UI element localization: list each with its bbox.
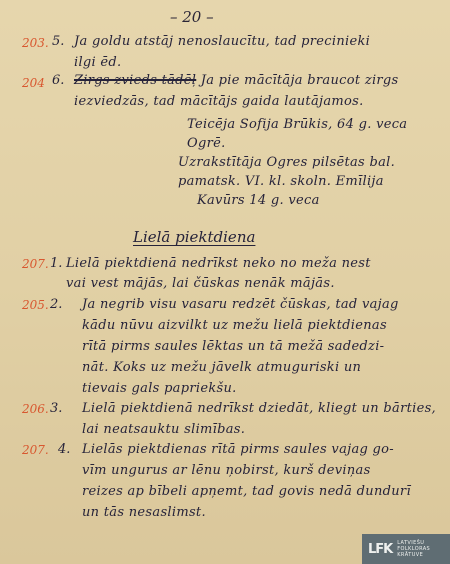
archive-number: 207.	[22, 257, 49, 271]
entry-number: 5.	[52, 34, 65, 49]
entry-line: iezviedzās, tad mācītājs gaida lautājamos.	[74, 94, 364, 109]
entry-line: ilgi ēd.	[74, 55, 122, 70]
archive-number: 204	[22, 76, 45, 90]
entry-line: nāt. Koks uz mežu jāvelk atmuguriski un	[82, 360, 362, 375]
entry-line: vīm ungurus ar lēnu ņobirst, kurš deviņas	[82, 463, 371, 478]
entry-line: rītā pirms saules lēktas un tā mežā sadedzi-	[82, 339, 385, 354]
entry-line: lai neatsauktu slimības.	[82, 422, 246, 437]
entry-line: Lielā piektdienā nedrīkst dziedāt, kliegt un bārties,	[82, 401, 436, 416]
archive-number: 203.	[22, 36, 49, 50]
struck-text: Zirgs zvieds tādēļ	[74, 73, 197, 88]
entry-line: un tās nesaslimst.	[82, 505, 206, 520]
entry-line: tievais gals papriekšu.	[82, 381, 237, 396]
entry-number: 6.	[52, 73, 65, 88]
logo-text-line: FOLKLORAS	[397, 546, 431, 552]
narrator-line: Teicēja Sofija Brūkis, 64 g. veca	[187, 117, 408, 132]
entry-number: 1.	[50, 256, 63, 271]
entry-line	[74, 73, 399, 88]
logo-text-line: LATVIEŠU	[397, 540, 425, 546]
entry-line: vai vest mājās, lai čūskas nenāk mājās.	[66, 276, 335, 291]
logo-text	[397, 540, 430, 558]
entry-line: Lielās piektdienas rītā pirms saules vajag go-	[82, 442, 394, 457]
entry-line: reizes ap bībeli apņemt, tad govis nedā dundurī	[82, 484, 411, 499]
entry-line: Ja goldu atstāj nenoslaucītu, tad precinieki	[74, 34, 371, 49]
entry-line: Ja negrib visu vasaru redzēt čūskas, tad vajag	[82, 297, 399, 312]
logo-text-line: KRĀTUVE	[397, 552, 424, 558]
narrator-line: Ogrē.	[187, 136, 226, 151]
section-heading: Lielā piektdiena	[133, 228, 256, 246]
archive-number: 207.	[22, 443, 49, 457]
entry-number: 2.	[50, 297, 63, 312]
entry-line: kādu nūvu aizvilkt uz mežu lielā piektdienas	[82, 318, 387, 333]
page-number: – 20 –	[170, 8, 214, 26]
archive-number: 205.	[22, 298, 49, 312]
recorder-line: Uzrakstītāja Ogres pilsētas bal.	[178, 155, 396, 170]
recorder-line: pamatsk. VI. kl. skoln. Emīlija	[178, 174, 384, 189]
archive-logo	[362, 534, 450, 564]
recorder-line: Kavūrs 14 g. veca	[197, 193, 320, 208]
entry-number: 4.	[58, 442, 71, 457]
entry-number: 3.	[50, 401, 63, 416]
entry-line: Lielā piektdienā nedrīkst neko no meža nest	[66, 256, 371, 271]
logo-mark: LFK	[368, 541, 393, 557]
archive-number: 206.	[22, 402, 49, 416]
entry-text: Ja pie mācītāja braucot zirgs	[200, 73, 399, 88]
